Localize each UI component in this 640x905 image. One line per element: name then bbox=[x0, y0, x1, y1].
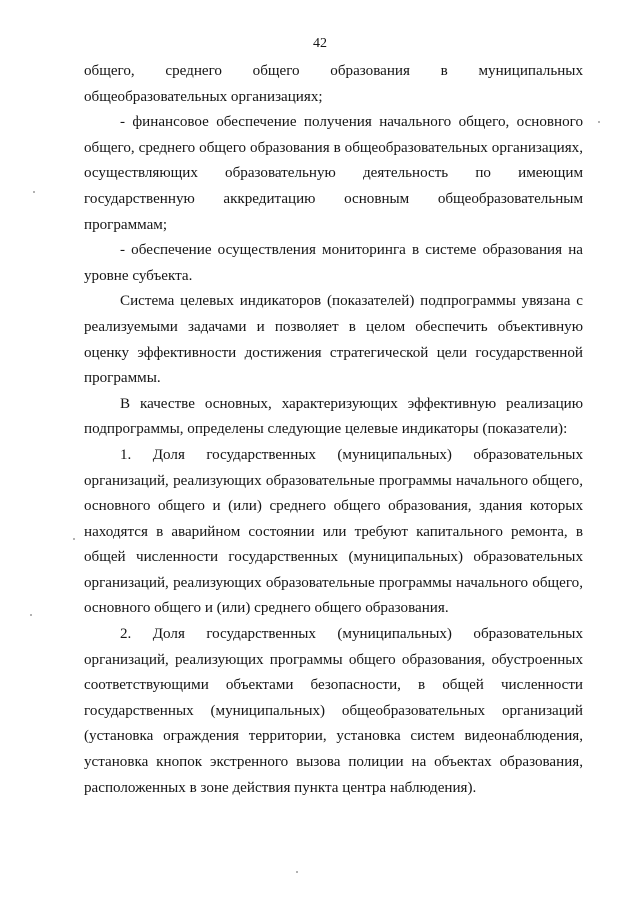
text-line: установка кнопок экстренного вызова полиции на объектах образования, bbox=[84, 754, 583, 771]
text-line: (установка ограждения территории, установка систем видеонаблюдения, bbox=[84, 728, 583, 745]
text-line: - финансовое обеспечение получения начального общего, основного bbox=[120, 114, 583, 131]
text-line: общей численности государственных (муниципальных) образовательных bbox=[84, 549, 583, 566]
scan-speck bbox=[296, 871, 298, 873]
text-line: общего, среднего общего образования в общеобразовательных организациях, bbox=[84, 139, 583, 156]
text-line: 2. Доля государственных (муниципальных) образовательных bbox=[120, 626, 583, 643]
page-number: 42 bbox=[313, 36, 327, 51]
scan-speck bbox=[33, 191, 35, 193]
text-line: 1. Доля государственных (муниципальных) образовательных bbox=[120, 446, 583, 463]
text-line: основного общего и (или) среднего общего образования. bbox=[84, 600, 449, 617]
text-line: организаций, реализующих образовательные программы начального общего, bbox=[84, 472, 583, 489]
text-line: программам; bbox=[84, 216, 168, 233]
text-line: находятся в аварийном состоянии или требуют капитального ремонта, в bbox=[84, 523, 583, 540]
text-line: общеобразовательных организациях; bbox=[84, 88, 323, 105]
text-line: осуществляющих образовательную деятельность по имеющим bbox=[84, 165, 583, 182]
text-line: реализуемыми задачами и позволяет в целом обеспечить объективную bbox=[84, 318, 583, 335]
text-line: программы. bbox=[84, 370, 161, 387]
scan-speck bbox=[598, 121, 600, 123]
text-line: В качестве основных, характеризующих эффективную реализацию bbox=[120, 395, 583, 412]
text-line: Система целевых индикаторов (показателей) подпрограммы увязана с bbox=[120, 293, 583, 310]
text-line: государственную аккредитацию основным общеобразовательным bbox=[84, 190, 583, 207]
scan-speck bbox=[30, 614, 32, 616]
body-text bbox=[84, 59, 583, 801]
text-line: общего, среднего общего образования в муниципальных bbox=[84, 63, 583, 79]
text-line: организаций, реализующих программы общего образования, обустроенных bbox=[84, 651, 583, 668]
text-line: организаций, реализующих образовательные программы начального общего, bbox=[84, 574, 583, 591]
text-line: подпрограммы, определены следующие целевые индикаторы (показатели): bbox=[84, 421, 568, 438]
text-line: соответствующими объектами безопасности, в общей численности bbox=[84, 677, 583, 694]
text-line: уровне субъекта. bbox=[84, 267, 193, 284]
text-line: расположенных в зоне действия пункта центра наблюдения). bbox=[84, 779, 477, 796]
scan-speck bbox=[73, 538, 75, 540]
text-line: - обеспечение осуществления мониторинга в системе образования на bbox=[120, 242, 583, 259]
text-line: государственных (муниципальных) общеобразовательных организаций bbox=[84, 702, 583, 719]
text-line: основного общего и (или) среднего общего образования, здания которых bbox=[84, 498, 583, 515]
text-line: оценку эффективности достижения стратегической цели государственной bbox=[84, 344, 583, 361]
